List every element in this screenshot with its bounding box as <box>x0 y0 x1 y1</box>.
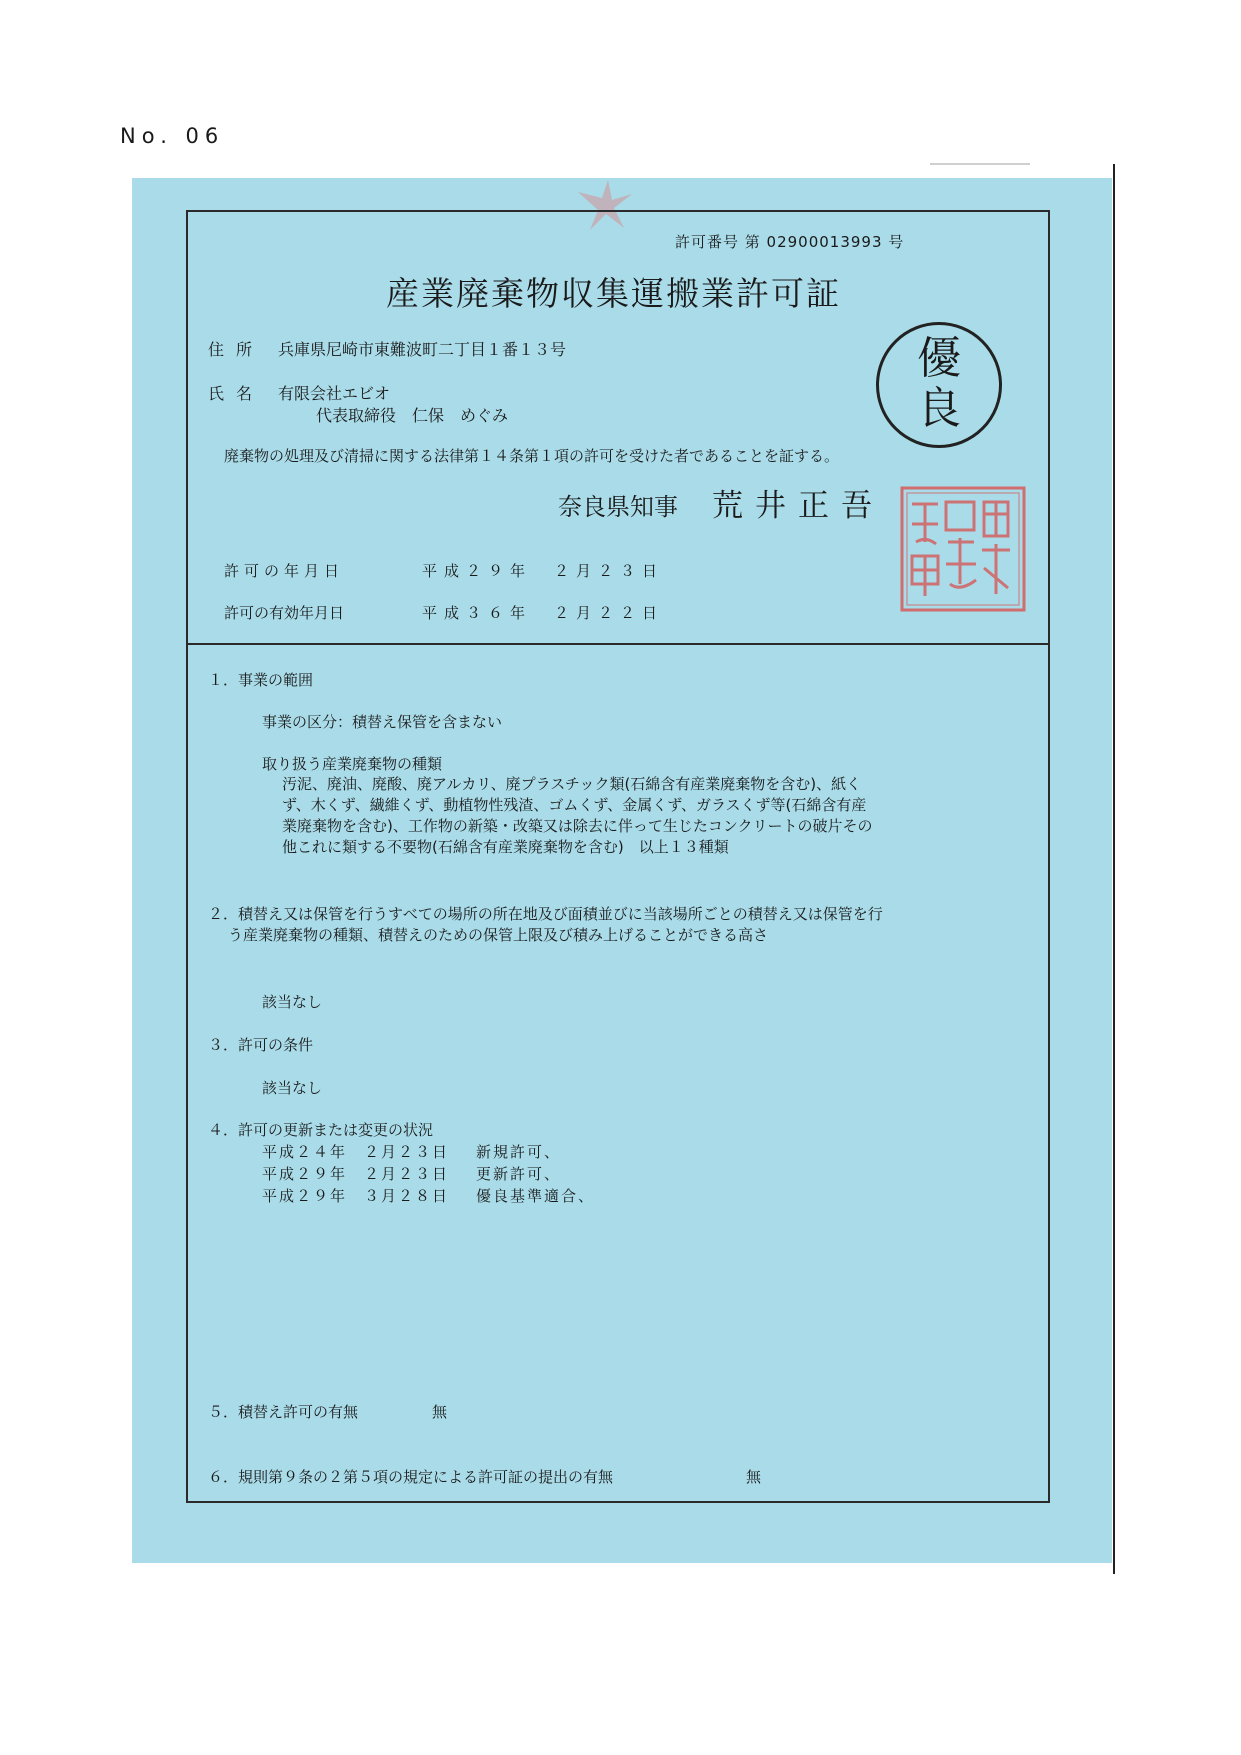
certificate-title: 産業廃棄物収集運搬業許可証 <box>386 274 841 313</box>
permit-date-value: 平成２９年 ２月２３日 <box>422 562 665 580</box>
section3-value: 該当なし <box>262 1079 323 1097</box>
section1-types-heading: 取り扱う産業廃棄物の種類 <box>262 755 443 773</box>
governor-name: 荒井正吾 <box>712 488 884 524</box>
history-event-1: 新規許可、 <box>476 1143 562 1161</box>
name-label: 氏名 <box>208 384 265 403</box>
excellent-operator-seal <box>876 322 1002 448</box>
section2-heading-line-2: う産業廃棄物の種類、積替えのための保管上限及び積み上げることができる高さ <box>228 926 769 944</box>
document-number: No. 06 <box>120 124 225 148</box>
section1-types-line-3: 業廃棄物を含む)、工作物の新築・改築又は除去に伴って生じたコンクリートの破片その <box>282 817 873 835</box>
section2-heading-line-1: ２．積替え又は保管を行うすべての場所の所在地及び面積並びに当該場所ごとの積替え又は保管を行 <box>208 905 883 923</box>
history-date-3: 平成２９年 ３月２８日 <box>262 1187 450 1205</box>
section1-types-line-1: 汚泥、廃油、廃酸、廃アルカリ、廃プラスチック類(石綿含有産業廃棄物を含む)、紙く <box>282 775 862 793</box>
section1-category: 事業の区分：積替え保管を含まない <box>262 713 503 731</box>
permit-date-label: 許可の年月日 <box>224 562 345 580</box>
history-event-2: 更新許可、 <box>476 1165 562 1183</box>
section2-value: 該当なし <box>262 993 323 1011</box>
expiry-date-value: 平成３６年 ２月２２日 <box>422 604 665 622</box>
history-event-3: 優良基準適合、 <box>476 1187 596 1205</box>
section1-heading: １．事業の範囲 <box>208 671 314 689</box>
history-date-1: 平成２４年 ２月２３日 <box>262 1143 450 1161</box>
section6-heading: ６．規則第９条の２第５項の規定による許可証の提出の有無 <box>208 1468 614 1486</box>
section-divider <box>186 643 1050 645</box>
company-name: 有限会社エビオ <box>278 384 391 403</box>
section1-types-line-4: 他これに類する不要物(石綿含有産業廃棄物を含む) 以上１３種類 <box>282 838 729 856</box>
certification-statement: 廃棄物の処理及び清掃に関する法律第１４条第１項の許可を受けた者であることを証する。 <box>224 447 840 465</box>
governor-official-seal <box>898 484 1028 614</box>
permit-number: 許可番号 第 02900013993 号 <box>675 233 905 251</box>
governor-title: 奈良県知事 <box>558 493 678 521</box>
address-value: 兵庫県尼崎市東難波町二丁目１番１３号 <box>278 340 567 359</box>
section5-value: 無 <box>432 1403 448 1421</box>
history-date-2: 平成２９年 ２月２３日 <box>262 1165 450 1183</box>
section1-types-line-2: ず、木くず、繊維くず、動植物性残渣、ゴムくず、金属くず、ガラスくず等(石綿含有産 <box>282 796 867 814</box>
address-label: 住所 <box>208 340 265 359</box>
scan-edge-right <box>1113 164 1115 1574</box>
seal-char-2: 良 <box>917 383 961 434</box>
section6-value: 無 <box>746 1468 762 1486</box>
section4-heading: ４．許可の更新または変更の状況 <box>208 1121 434 1139</box>
section5-heading: ５．積替え許可の有無 <box>208 1403 359 1421</box>
scan-edge-top <box>930 163 1030 165</box>
representative-name: 代表取締役 仁保 めぐみ <box>316 406 509 425</box>
seal-char-1: 優 <box>917 333 961 384</box>
section3-heading: ３．許可の条件 <box>208 1036 314 1054</box>
expiry-date-label: 許可の有効年月日 <box>224 604 345 622</box>
